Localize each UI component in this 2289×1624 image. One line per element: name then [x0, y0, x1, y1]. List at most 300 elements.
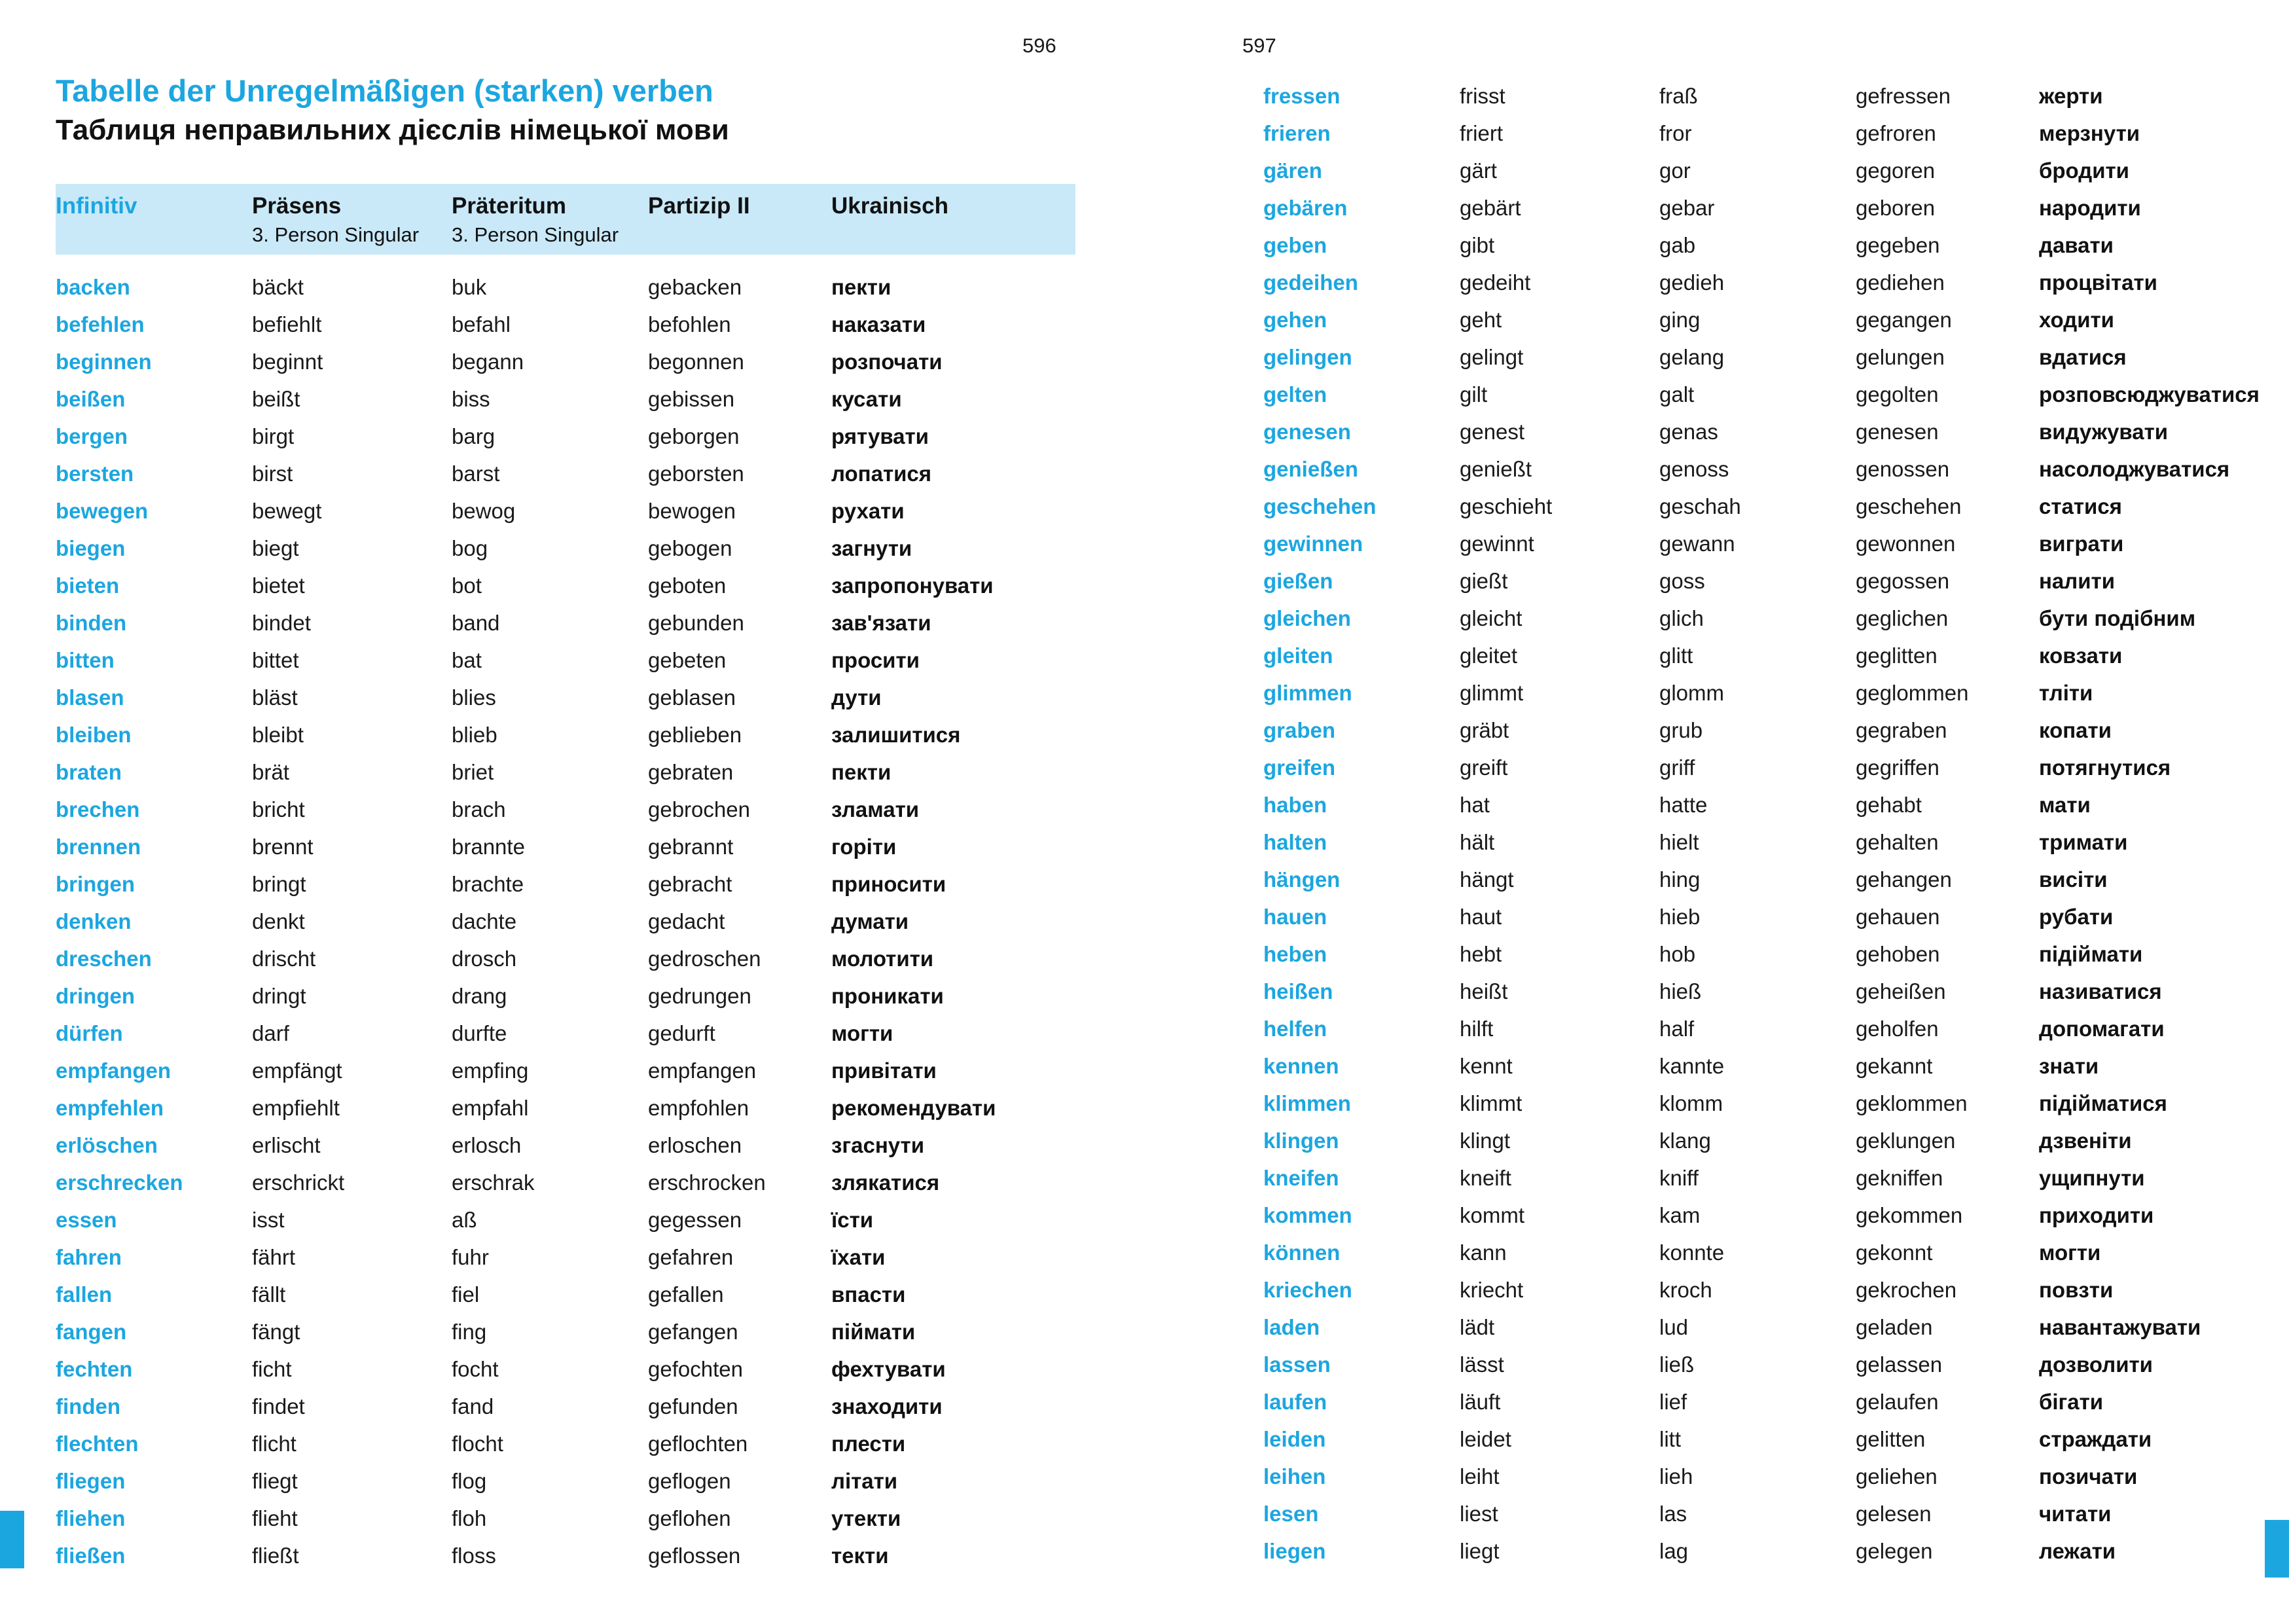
- praesens-cell: hilft: [1460, 1016, 1494, 1041]
- verb-row: [56, 679, 1075, 717]
- praesens-cell: liest: [1460, 1501, 1498, 1526]
- praeteritum-cell: kroch: [1659, 1277, 1712, 1302]
- infinitiv-cell: gelingen: [1263, 344, 1352, 369]
- praesens-cell: flicht: [252, 1432, 297, 1456]
- praeteritum-cell: fiel: [452, 1282, 480, 1307]
- praeteritum-cell: barst: [452, 461, 500, 486]
- praeteritum-cell: briet: [452, 760, 494, 785]
- partizip-cell: geblasen: [648, 685, 736, 710]
- praeteritum-cell: hing: [1659, 867, 1701, 892]
- ukrainisch-cell: текти: [831, 1543, 889, 1568]
- verb-table-left: [56, 269, 1075, 1575]
- praeteritum-cell: ließ: [1659, 1352, 1695, 1377]
- praesens-cell: heißt: [1460, 979, 1508, 1003]
- praeteritum-cell: lief: [1659, 1389, 1687, 1414]
- praeteritum-cell: las: [1659, 1501, 1687, 1526]
- partizip-cell: gehauen: [1856, 904, 1940, 929]
- praeteritum-cell: erschrak: [452, 1170, 535, 1195]
- infinitiv-cell: bergen: [56, 424, 128, 449]
- infinitiv-cell: empfehlen: [56, 1096, 164, 1121]
- praeteritum-cell: glich: [1659, 605, 1704, 630]
- partizip-cell: gediehen: [1856, 270, 1945, 295]
- partizip-cell: gebacken: [648, 275, 742, 300]
- ukrainisch-cell: рятувати: [831, 424, 929, 449]
- infinitiv-cell: gelten: [1263, 382, 1327, 406]
- infinitiv-cell: geschehen: [1263, 494, 1377, 518]
- infinitiv-cell: liegen: [1263, 1538, 1326, 1563]
- partizip-cell: gekrochen: [1856, 1277, 1957, 1302]
- verb-row: [56, 1351, 1075, 1388]
- praeteritum-cell: floh: [452, 1506, 487, 1531]
- praeteritum-cell: konnte: [1659, 1240, 1725, 1265]
- praeteritum-cell: kannte: [1659, 1053, 1725, 1078]
- page-number-left: 596: [1022, 34, 1056, 57]
- partizip-cell: gekniffen: [1856, 1165, 1943, 1190]
- ukrainisch-cell: тримати: [2039, 829, 2128, 854]
- infinitiv-cell: leiden: [1263, 1426, 1326, 1451]
- praesens-cell: birgt: [252, 424, 295, 449]
- praeteritum-cell: barg: [452, 424, 496, 449]
- ukrainisch-cell: бути подібним: [2039, 605, 2196, 630]
- verb-row: [56, 941, 1075, 978]
- praesens-cell: genießt: [1460, 456, 1532, 481]
- praesens-cell: liegt: [1460, 1538, 1500, 1563]
- ukrainisch-cell: молотити: [831, 947, 934, 971]
- praesens-cell: flieht: [252, 1506, 298, 1531]
- infinitiv-cell: beißen: [56, 387, 126, 412]
- infinitiv-cell: brechen: [56, 797, 140, 822]
- ukrainisch-cell: могти: [2039, 1240, 2101, 1265]
- praeteritum-cell: drosch: [452, 947, 517, 971]
- praeteritum-cell: brach: [452, 797, 506, 822]
- verb-row: [1263, 1197, 2265, 1234]
- partizip-cell: geborgen: [648, 424, 740, 449]
- verb-row: [1263, 77, 2265, 115]
- praesens-cell: erlischt: [252, 1133, 321, 1158]
- ukrainisch-cell: пекти: [831, 275, 892, 300]
- partizip-cell: geklommen: [1856, 1091, 1968, 1115]
- praesens-cell: kennt: [1460, 1053, 1513, 1078]
- infinitiv-cell: biegen: [56, 536, 126, 561]
- praeteritum-cell: gedieh: [1659, 270, 1725, 295]
- ukrainisch-cell: їхати: [831, 1245, 886, 1270]
- infinitiv-cell: gebären: [1263, 195, 1348, 220]
- partizip-cell: geholfen: [1856, 1016, 1939, 1041]
- praesens-cell: gleicht: [1460, 605, 1523, 630]
- praesens-cell: fährt: [252, 1245, 296, 1270]
- partizip-cell: gefroren: [1856, 120, 1936, 145]
- ukrainisch-cell: лопатися: [831, 461, 932, 486]
- praesens-cell: hält: [1460, 829, 1495, 854]
- verb-row: [1263, 898, 2265, 935]
- verb-row: [1263, 935, 2265, 973]
- infinitiv-cell: gehen: [1263, 307, 1327, 332]
- partizip-cell: empfohlen: [648, 1096, 749, 1121]
- verb-row: [1263, 1159, 2265, 1197]
- partizip-cell: erschrocken: [648, 1170, 766, 1195]
- infinitiv-cell: fliegen: [56, 1469, 126, 1494]
- partizip-cell: gekonnt: [1856, 1240, 1933, 1265]
- praeteritum-cell: focht: [452, 1357, 499, 1382]
- ukrainisch-cell: приходити: [2039, 1202, 2154, 1227]
- infinitiv-cell: genießen: [1263, 456, 1358, 481]
- partizip-cell: gedacht: [648, 909, 725, 934]
- ukrainisch-cell: розповсюджуватися: [2039, 382, 2260, 406]
- infinitiv-cell: bersten: [56, 461, 134, 486]
- praeteritum-cell: empfing: [452, 1058, 529, 1083]
- praeteritum-cell: genas: [1659, 419, 1718, 444]
- verb-row: [1263, 674, 2265, 712]
- ukrainisch-cell: процвітати: [2039, 270, 2157, 295]
- praesens-cell: isst: [252, 1208, 285, 1233]
- verb-row: [1263, 1010, 2265, 1047]
- infinitiv-cell: glimmen: [1263, 680, 1352, 705]
- infinitiv-cell: beginnen: [56, 350, 152, 374]
- partizip-cell: gebeten: [648, 648, 727, 673]
- header-infinitiv-sub: [56, 223, 252, 247]
- ukrainisch-cell: статися: [2039, 494, 2122, 518]
- ukrainisch-cell: літати: [831, 1469, 898, 1494]
- ukrainisch-cell: рекомендувати: [831, 1096, 996, 1121]
- praeteritum-cell: grub: [1659, 717, 1703, 742]
- ukrainisch-cell: привітати: [831, 1058, 937, 1083]
- praeteritum-cell: fror: [1659, 120, 1692, 145]
- table-header: [56, 184, 1075, 255]
- praeteritum-cell: befahl: [452, 312, 511, 337]
- praeteritum-cell: flog: [452, 1469, 487, 1494]
- verb-row: [1263, 861, 2265, 898]
- infinitiv-cell: hängen: [1263, 867, 1341, 892]
- verb-row: [1263, 525, 2265, 562]
- partizip-cell: gekommen: [1856, 1202, 1963, 1227]
- infinitiv-cell: dreschen: [56, 947, 152, 971]
- ukrainisch-cell: проникати: [831, 984, 944, 1009]
- infinitiv-cell: haben: [1263, 792, 1327, 817]
- verb-row: [1263, 1122, 2265, 1159]
- partizip-cell: genesen: [1856, 419, 1939, 444]
- verb-row: [1263, 562, 2265, 600]
- partizip-cell: genossen: [1856, 456, 1950, 481]
- ukrainisch-cell: дозволити: [2039, 1352, 2153, 1377]
- praesens-cell: bindet: [252, 611, 311, 636]
- ukrainisch-cell: кусати: [831, 387, 902, 412]
- verb-row: [1263, 1420, 2265, 1458]
- praesens-cell: lässt: [1460, 1352, 1504, 1377]
- praesens-cell: ficht: [252, 1357, 292, 1382]
- praeteritum-cell: empfahl: [452, 1096, 529, 1121]
- infinitiv-cell: denken: [56, 909, 132, 934]
- infinitiv-cell: laufen: [1263, 1389, 1327, 1414]
- partizip-cell: gegoren: [1856, 158, 1936, 183]
- partizip-cell: gebogen: [648, 536, 732, 561]
- praeteritum-cell: buk: [452, 275, 487, 300]
- praesens-cell: fließt: [252, 1543, 299, 1568]
- partizip-cell: gebrochen: [648, 797, 750, 822]
- partizip-cell: geglichen: [1856, 605, 1949, 630]
- verb-row: [56, 1538, 1075, 1575]
- praesens-cell: haut: [1460, 904, 1502, 929]
- praeteritum-cell: brachte: [452, 872, 524, 897]
- verb-table-right: [1263, 77, 2265, 1570]
- partizip-cell: gehabt: [1856, 792, 1922, 817]
- infinitiv-cell: bringen: [56, 872, 135, 897]
- infinitiv-cell: kriechen: [1263, 1277, 1352, 1302]
- partizip-cell: geflohen: [648, 1506, 731, 1531]
- partizip-cell: geliehen: [1856, 1464, 1938, 1489]
- verb-row: [1263, 1532, 2265, 1570]
- praesens-cell: gibt: [1460, 232, 1495, 257]
- praesens-cell: findet: [252, 1394, 305, 1419]
- partizip-cell: gegessen: [648, 1208, 742, 1233]
- partizip-cell: gelassen: [1856, 1352, 1943, 1377]
- infinitiv-cell: fechten: [56, 1357, 133, 1382]
- right-edge-tab-marker: [2265, 1520, 2289, 1578]
- ukrainisch-cell: злякатися: [831, 1170, 940, 1195]
- verb-row: [56, 269, 1075, 306]
- ukrainisch-cell: приносити: [831, 872, 946, 897]
- praesens-cell: denkt: [252, 909, 305, 934]
- verb-row: [1263, 749, 2265, 786]
- partizip-cell: geblieben: [648, 723, 742, 748]
- infinitiv-cell: brennen: [56, 835, 141, 859]
- praeteritum-cell: galt: [1659, 382, 1695, 406]
- verb-row: [1263, 1085, 2265, 1122]
- partizip-cell: gegossen: [1856, 568, 1950, 593]
- header-ukrainisch-sub: [831, 223, 1075, 247]
- infinitiv-cell: blasen: [56, 685, 124, 710]
- praesens-cell: drischt: [252, 947, 316, 971]
- verb-row: [56, 1426, 1075, 1463]
- partizip-cell: gehoben: [1856, 941, 1940, 966]
- verb-row: [1263, 376, 2265, 413]
- praesens-cell: brät: [252, 760, 289, 785]
- partizip-cell: gelegen: [1856, 1538, 1933, 1563]
- ukrainisch-cell: знаходити: [831, 1394, 943, 1419]
- left-page: [56, 0, 1075, 1575]
- praesens-cell: läuft: [1460, 1389, 1501, 1414]
- praeteritum-cell: lieh: [1659, 1464, 1693, 1489]
- verb-row: [56, 456, 1075, 493]
- verb-row: [56, 1164, 1075, 1202]
- praesens-cell: gebärt: [1460, 195, 1521, 220]
- infinitiv-cell: kneifen: [1263, 1165, 1339, 1190]
- praeteritum-cell: dachte: [452, 909, 517, 934]
- praeteritum-cell: aß: [452, 1208, 477, 1233]
- infinitiv-cell: dringen: [56, 984, 135, 1009]
- verb-row: [1263, 823, 2265, 861]
- verb-row: [1263, 1458, 2265, 1495]
- ukrainisch-cell: горіти: [831, 835, 897, 859]
- infinitiv-cell: befehlen: [56, 312, 145, 337]
- verb-row: [1263, 1346, 2265, 1383]
- header-partizip-label: Partizip II: [648, 192, 750, 219]
- verb-row: [56, 306, 1075, 344]
- verb-row: [56, 1500, 1075, 1538]
- verb-row: [56, 903, 1075, 941]
- ukrainisch-cell: могти: [831, 1021, 893, 1046]
- infinitiv-cell: kommen: [1263, 1202, 1352, 1227]
- partizip-cell: gegriffen: [1856, 755, 1939, 780]
- praeteritum-cell: griff: [1659, 755, 1695, 780]
- verb-row: [56, 605, 1075, 642]
- infinitiv-cell: braten: [56, 760, 122, 785]
- praeteritum-cell: genoss: [1659, 456, 1729, 481]
- header-ukrainisch-label: Ukrainisch: [831, 192, 948, 219]
- ukrainisch-cell: повзти: [2039, 1277, 2114, 1302]
- infinitiv-cell: erlöschen: [56, 1133, 158, 1158]
- partizip-cell: geglommen: [1856, 680, 1969, 705]
- partizip-cell: geschehen: [1856, 494, 1962, 518]
- praesens-cell: empfängt: [252, 1058, 342, 1083]
- ukrainisch-cell: рухати: [831, 499, 905, 524]
- praesens-cell: leidet: [1460, 1426, 1511, 1451]
- ukrainisch-cell: дзвеніти: [2039, 1128, 2132, 1153]
- ukrainisch-cell: впасти: [831, 1282, 906, 1307]
- praesens-cell: gedeiht: [1460, 270, 1531, 295]
- ukrainisch-cell: лежати: [2039, 1538, 2116, 1563]
- infinitiv-cell: leihen: [1263, 1464, 1326, 1489]
- verb-row: [56, 418, 1075, 456]
- verb-row: [1263, 1234, 2265, 1271]
- infinitiv-cell: helfen: [1263, 1016, 1327, 1041]
- verb-row: [56, 829, 1075, 866]
- partizip-cell: gelaufen: [1856, 1389, 1939, 1414]
- partizip-cell: gelesen: [1856, 1501, 1932, 1526]
- verb-row: [1263, 1308, 2265, 1346]
- verb-row: [56, 866, 1075, 903]
- praeteritum-cell: geschah: [1659, 494, 1741, 518]
- praesens-cell: erschrickt: [252, 1170, 345, 1195]
- praeteritum-cell: hieß: [1659, 979, 1702, 1003]
- partizip-cell: geklungen: [1856, 1128, 1956, 1153]
- header-infinitiv: [56, 193, 252, 247]
- ukrainisch-cell: їсти: [831, 1208, 874, 1233]
- infinitiv-cell: bewegen: [56, 499, 149, 524]
- praesens-cell: bewegt: [252, 499, 322, 524]
- verb-row: [1263, 152, 2265, 189]
- ukrainisch-cell: читати: [2039, 1501, 2112, 1526]
- verb-row: [1263, 712, 2265, 749]
- praesens-cell: genest: [1460, 419, 1525, 444]
- verb-row: [1263, 1271, 2265, 1308]
- page-title-ukrainian: Таблиця неправильних дієслів німецької мови: [56, 114, 729, 147]
- infinitiv-cell: fressen: [1263, 83, 1341, 108]
- praeteritum-cell: blieb: [452, 723, 497, 748]
- praeteritum-cell: litt: [1659, 1426, 1681, 1451]
- praesens-cell: geht: [1460, 307, 1502, 332]
- infinitiv-cell: frieren: [1263, 120, 1331, 145]
- praesens-cell: brennt: [252, 835, 314, 859]
- partizip-cell: gelitten: [1856, 1426, 1926, 1451]
- ukrainisch-cell: бродити: [2039, 158, 2129, 183]
- partizip-cell: geflochten: [648, 1432, 748, 1456]
- verb-row: [56, 344, 1075, 381]
- praesens-cell: gräbt: [1460, 717, 1509, 742]
- praesens-cell: gewinnt: [1460, 531, 1534, 556]
- ukrainisch-cell: тліти: [2039, 680, 2093, 705]
- partizip-cell: begonnen: [648, 350, 744, 374]
- praesens-cell: bläst: [252, 685, 298, 710]
- praesens-cell: klingt: [1460, 1128, 1511, 1153]
- praesens-cell: hat: [1460, 792, 1490, 817]
- praeteritum-cell: flocht: [452, 1432, 503, 1456]
- partizip-cell: gewonnen: [1856, 531, 1956, 556]
- ukrainisch-cell: зламати: [831, 797, 920, 822]
- partizip-cell: geflossen: [648, 1543, 741, 1568]
- praesens-cell: bleibt: [252, 723, 304, 748]
- page-title-german: Tabelle der Unregelmäßigen (starken) verben: [56, 73, 713, 108]
- infinitiv-cell: fließen: [56, 1543, 126, 1568]
- praeteritum-cell: gelang: [1659, 344, 1725, 369]
- partizip-cell: empfangen: [648, 1058, 757, 1083]
- ukrainisch-cell: народити: [2039, 195, 2141, 220]
- praesens-cell: hebt: [1460, 941, 1502, 966]
- praeteritum-cell: hatte: [1659, 792, 1708, 817]
- praeteritum-cell: gab: [1659, 232, 1696, 257]
- praesens-cell: gleitet: [1460, 643, 1518, 668]
- praeteritum-cell: bewog: [452, 499, 516, 524]
- right-page: [1263, 0, 2265, 1570]
- ukrainisch-cell: розпочати: [831, 350, 943, 374]
- praesens-cell: friert: [1460, 120, 1503, 145]
- verb-row: [56, 381, 1075, 418]
- verb-row: [56, 1053, 1075, 1090]
- praeteritum-cell: erlosch: [452, 1133, 522, 1158]
- infinitiv-cell: fahren: [56, 1245, 122, 1270]
- partizip-cell: gehalten: [1856, 829, 1939, 854]
- verb-row: [1263, 189, 2265, 226]
- ukrainisch-cell: плести: [831, 1432, 906, 1456]
- ukrainisch-cell: дути: [831, 685, 882, 710]
- praeteritum-cell: band: [452, 611, 500, 636]
- infinitiv-cell: klimmen: [1263, 1091, 1351, 1115]
- praeteritum-cell: fand: [452, 1394, 494, 1419]
- ukrainisch-cell: утекти: [831, 1506, 901, 1531]
- header-praesens-sub: 3. Person Singular: [252, 223, 420, 246]
- ukrainisch-cell: зав'язати: [831, 611, 931, 636]
- infinitiv-cell: können: [1263, 1240, 1341, 1265]
- infinitiv-cell: genesen: [1263, 419, 1351, 444]
- verb-row: [1263, 115, 2265, 152]
- ukrainisch-cell: підійматися: [2039, 1091, 2167, 1115]
- praesens-cell: geschieht: [1460, 494, 1553, 518]
- praesens-cell: empfiehlt: [252, 1096, 340, 1121]
- praesens-cell: klimmt: [1460, 1091, 1523, 1115]
- praeteritum-cell: ging: [1659, 307, 1701, 332]
- praeteritum-cell: gor: [1659, 158, 1691, 183]
- praesens-cell: bringt: [252, 872, 306, 897]
- verb-row: [1263, 450, 2265, 488]
- praesens-cell: biegt: [252, 536, 299, 561]
- header-praeteritum: [452, 193, 648, 247]
- header-praeteritum-label: Präteritum: [452, 192, 567, 219]
- infinitiv-cell: kennen: [1263, 1053, 1339, 1078]
- praesens-cell: gießt: [1460, 568, 1508, 593]
- infinitiv-cell: gießen: [1263, 568, 1333, 593]
- partizip-cell: geglitten: [1856, 643, 1938, 668]
- praesens-cell: fliegt: [252, 1469, 298, 1494]
- praesens-cell: kommt: [1460, 1202, 1524, 1227]
- infinitiv-cell: gleiten: [1263, 643, 1333, 668]
- praeteritum-cell: durfte: [452, 1021, 507, 1046]
- praesens-cell: kann: [1460, 1240, 1507, 1265]
- praeteritum-cell: lud: [1659, 1314, 1689, 1339]
- praeteritum-cell: half: [1659, 1016, 1695, 1041]
- partizip-cell: gefangen: [648, 1320, 738, 1344]
- praesens-cell: hängt: [1460, 867, 1514, 892]
- verb-row: [1263, 600, 2265, 637]
- praesens-cell: bietet: [252, 573, 305, 598]
